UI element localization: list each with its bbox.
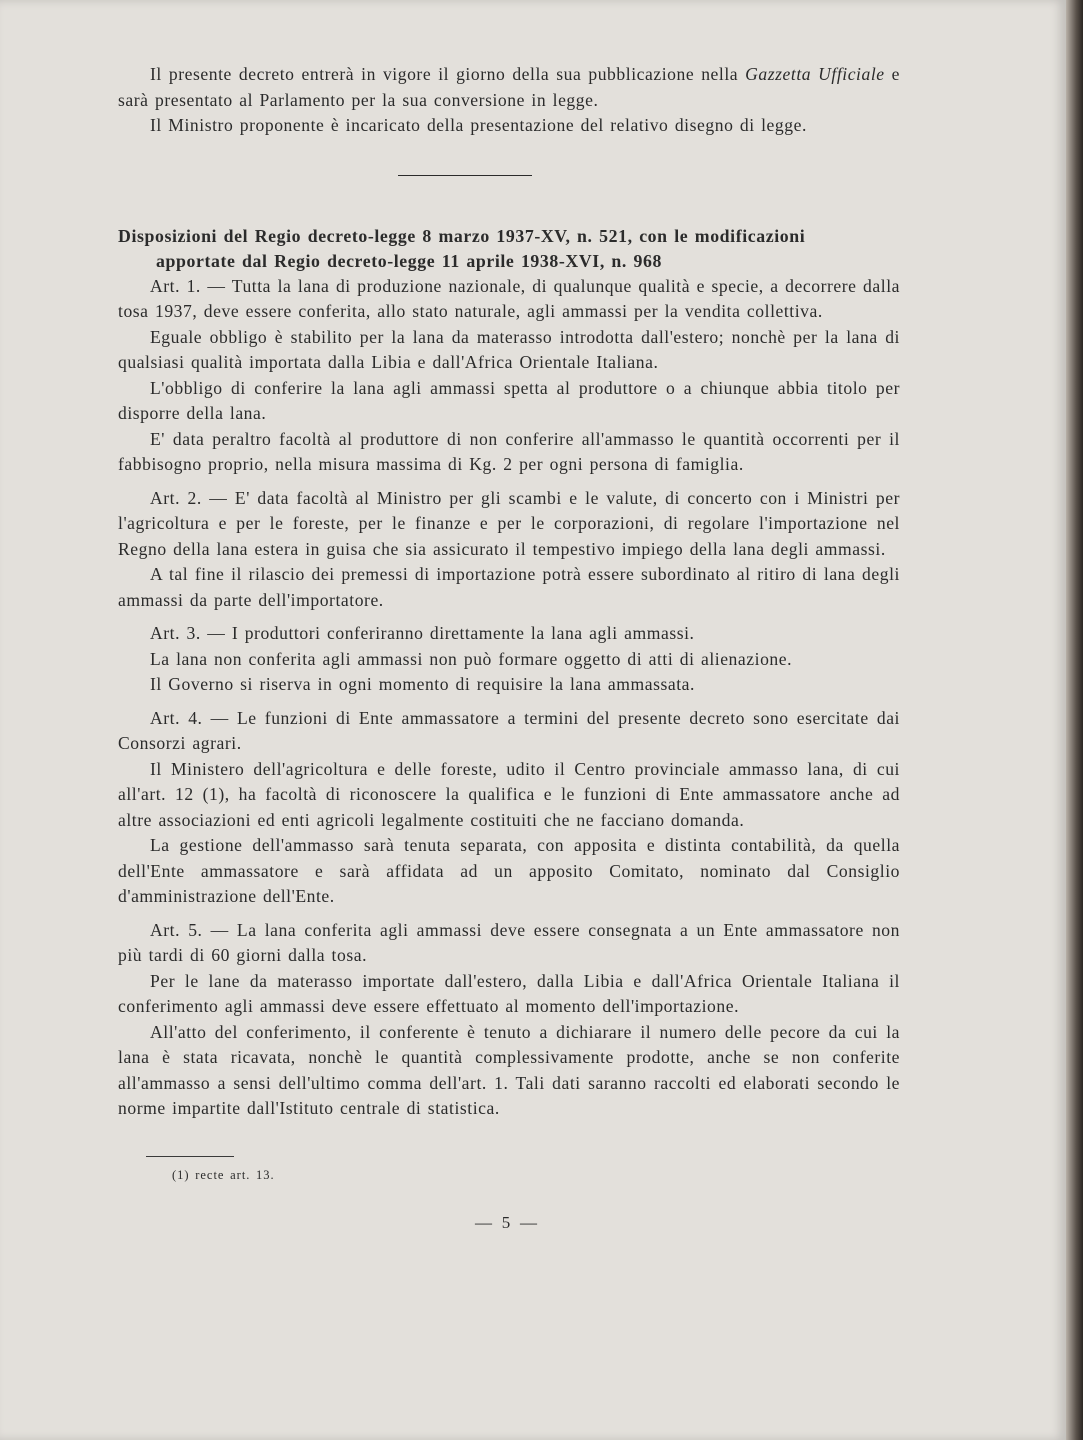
article-1-paragraph-1: Art. 1. — Tutta la lana di produzione nazionale, di qualunque qualità e specie, a decorrere dalla tosa 1937, deve essere conferita, allo stato naturale, agli ammassi per la vendita collettiva. <box>118 275 900 321</box>
heading-line-2: apportate dal Regio decreto-legge 11 aprile 1938-XVI, n. 968 <box>156 250 662 271</box>
article-3-paragraph-2: La lana non conferita agli ammassi non può formare oggetto di atti di alienazione. <box>150 648 793 669</box>
article-1-paragraph-3: L'obbligo di conferire la lana agli ammassi spetta al produttore o a chiunque abbia titolo per disporre della lana. <box>118 377 900 423</box>
heading-line-1: Disposizioni del Regio decreto-legge 8 marzo 1937-XV, n. 521, con le modificazioni <box>118 225 806 246</box>
article-3-paragraph-3: Il Governo si riserva in ogni momento di requisire la lana ammassata. <box>150 674 695 694</box>
article-2-paragraph-2: A tal fine il rilascio dei premessi di importazione potrà essere subordinato al ritiro di lana degli ammassi da parte dell'importatore. <box>118 564 900 610</box>
article-5-paragraph-1: Art. 5. — La lana conferita agli ammassi deve essere consegnata a un Ente ammassatore non più tardi di 60 giorni dalla tosa. <box>118 919 900 965</box>
section-divider <box>398 175 532 176</box>
article-5-paragraph-2: Per le lane da materasso importate dall'estero, dalla Libia e dall'Africa Orientale Italiana il conferimento agli ammassi deve essere effettuato al momento dell'importazione. <box>118 970 900 1016</box>
article-5-paragraph-3: All'atto del conferimento, il conferente è tenuto a dichiarare il numero delle pecore da cui la lana è stata ricavata, nonchè le quantità complessivamente prodotte, anche se non conferite all'ammasso a sensi dell'ultimo comma dell'art. 1. Tali dati saranno raccolti ed elaborati secondo le norme impartite dall'Istituto centrale di statistica. <box>118 1021 900 1118</box>
article-3-paragraph-1: Art. 3. — I produttori conferiranno direttamente la lana agli ammassi. <box>150 623 695 643</box>
page-number: — 5 — <box>475 1213 539 1232</box>
book-spine-edge <box>1066 0 1083 1440</box>
intro-paragraph-1: Il presente decreto entrerà in vigore il giorno della sua pubblicazione nella Gazzetta Ufficiale e sarà presentato al Parlamento per la sua conversione in legge. <box>118 64 901 110</box>
article-4-paragraph-1: Art. 4. — Le funzioni di Ente ammassatore a termini del presente decreto sono esercitate dai Consorzi agrari. <box>118 707 900 753</box>
footnote-rule <box>146 1156 234 1157</box>
article-2-paragraph-1: Art. 2. — E' data facoltà al Ministro per gli scambi e le valute, di concerto con i Ministri per l'agricoltura e per le foreste, per le finanze e per le corporazioni, di regolare l'importazione nel Regno della lana estera in guisa che sia assicurato il tempestivo impiego della lana degli ammassi. <box>118 487 900 559</box>
article-1-paragraph-2: Eguale obbligo è stabilito per la lana da materasso introdotta dall'estero; nonchè per la lana di qualsiasi qualità importata dalla Libia e dall'Africa Orientale Italiana. <box>118 326 900 372</box>
article-4-paragraph-3: La gestione dell'ammasso sarà tenuta separata, con apposita e distinta contabilità, da quella dell'Ente ammassatore e sarà affidata ad un apposito Comitato, nominato dal Consiglio d'amministrazione dell'Ente. <box>118 835 900 906</box>
section-heading <box>118 224 900 274</box>
article-1-paragraph-4: E' data peraltro facoltà al produttore di non conferire all'ammasso le quantità occorrenti per il fabbisogno proprio, nella misura massima di Kg. 2 per ogni persona di famiglia. <box>118 428 900 474</box>
article-4-paragraph-2: Il Ministero dell'agricoltura e delle foreste, udito il Centro provinciale ammasso lana, di cui all'art. 12 (1), ha facoltà di riconoscere la qualifica e le funzioni di Ente ammassatore anche ad altre associazioni ed enti agricoli legalmente costituiti che ne facciano domanda. <box>118 758 900 830</box>
intro-paragraph-2: Il Ministro proponente è incaricato della presentazione del relativo disegno di legge. <box>150 115 807 135</box>
page-content <box>118 62 900 1236</box>
footnote: (1) recte art. 13. <box>172 1167 275 1182</box>
gazette-name: Gazzetta Ufficiale <box>745 64 885 84</box>
